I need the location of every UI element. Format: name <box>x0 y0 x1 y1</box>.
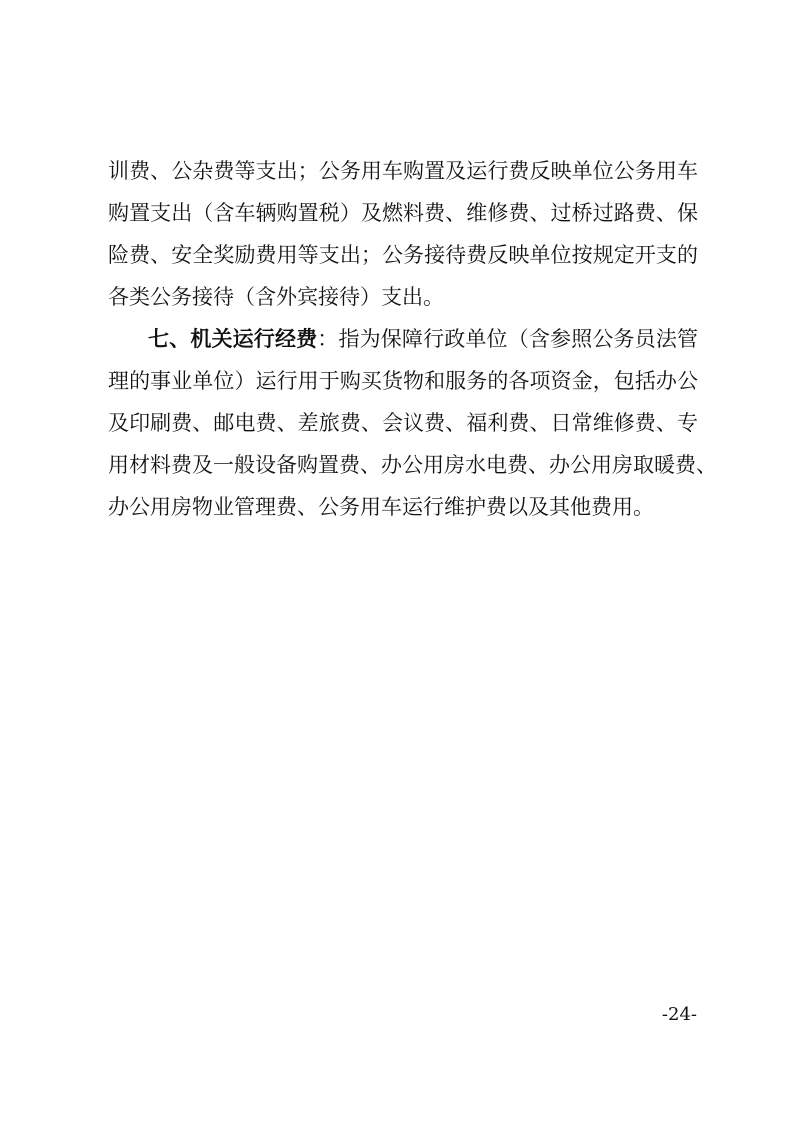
paragraph2-line-5: 办公用房物业管理费、公务用车运行维护费以及其他费用。 <box>108 495 654 519</box>
section-heading: 七、机关运行经费 <box>148 327 318 351</box>
paragraph2-line-1-text: ：指为保障行政单位（含参照公务员法管 <box>317 327 698 351</box>
paragraph1-line-4: 各类公务接待（含外宾接待）支出。 <box>108 285 444 309</box>
paragraph2-line-2: 理的事业单位）运行用于购买货物和服务的各项资金，包括办公 <box>108 369 698 393</box>
paragraph1-line-2: 购置支出（含车辆购置税）及燃料费、维修费、过桥过路费、保 <box>108 201 698 225</box>
paragraph1-line-1: 训费、公杂费等支出；公务用车购置及运行费反映单位公务用车 <box>108 159 698 183</box>
paragraph2-line-4: 用材料费及一般设备购置费、办公用房水电费、办公用房取暖费、 <box>108 453 717 477</box>
paragraph2-line-3: 及印刷费、邮电费、差旅费、会议费、福利费、日常维修费、专 <box>108 411 698 435</box>
paragraph1-line-3: 险费、安全奖励费用等支出；公务接待费反映单位按规定开支的 <box>108 243 698 267</box>
paragraph2-line-1 <box>148 325 698 353</box>
page-number: -24- <box>661 1004 697 1025</box>
